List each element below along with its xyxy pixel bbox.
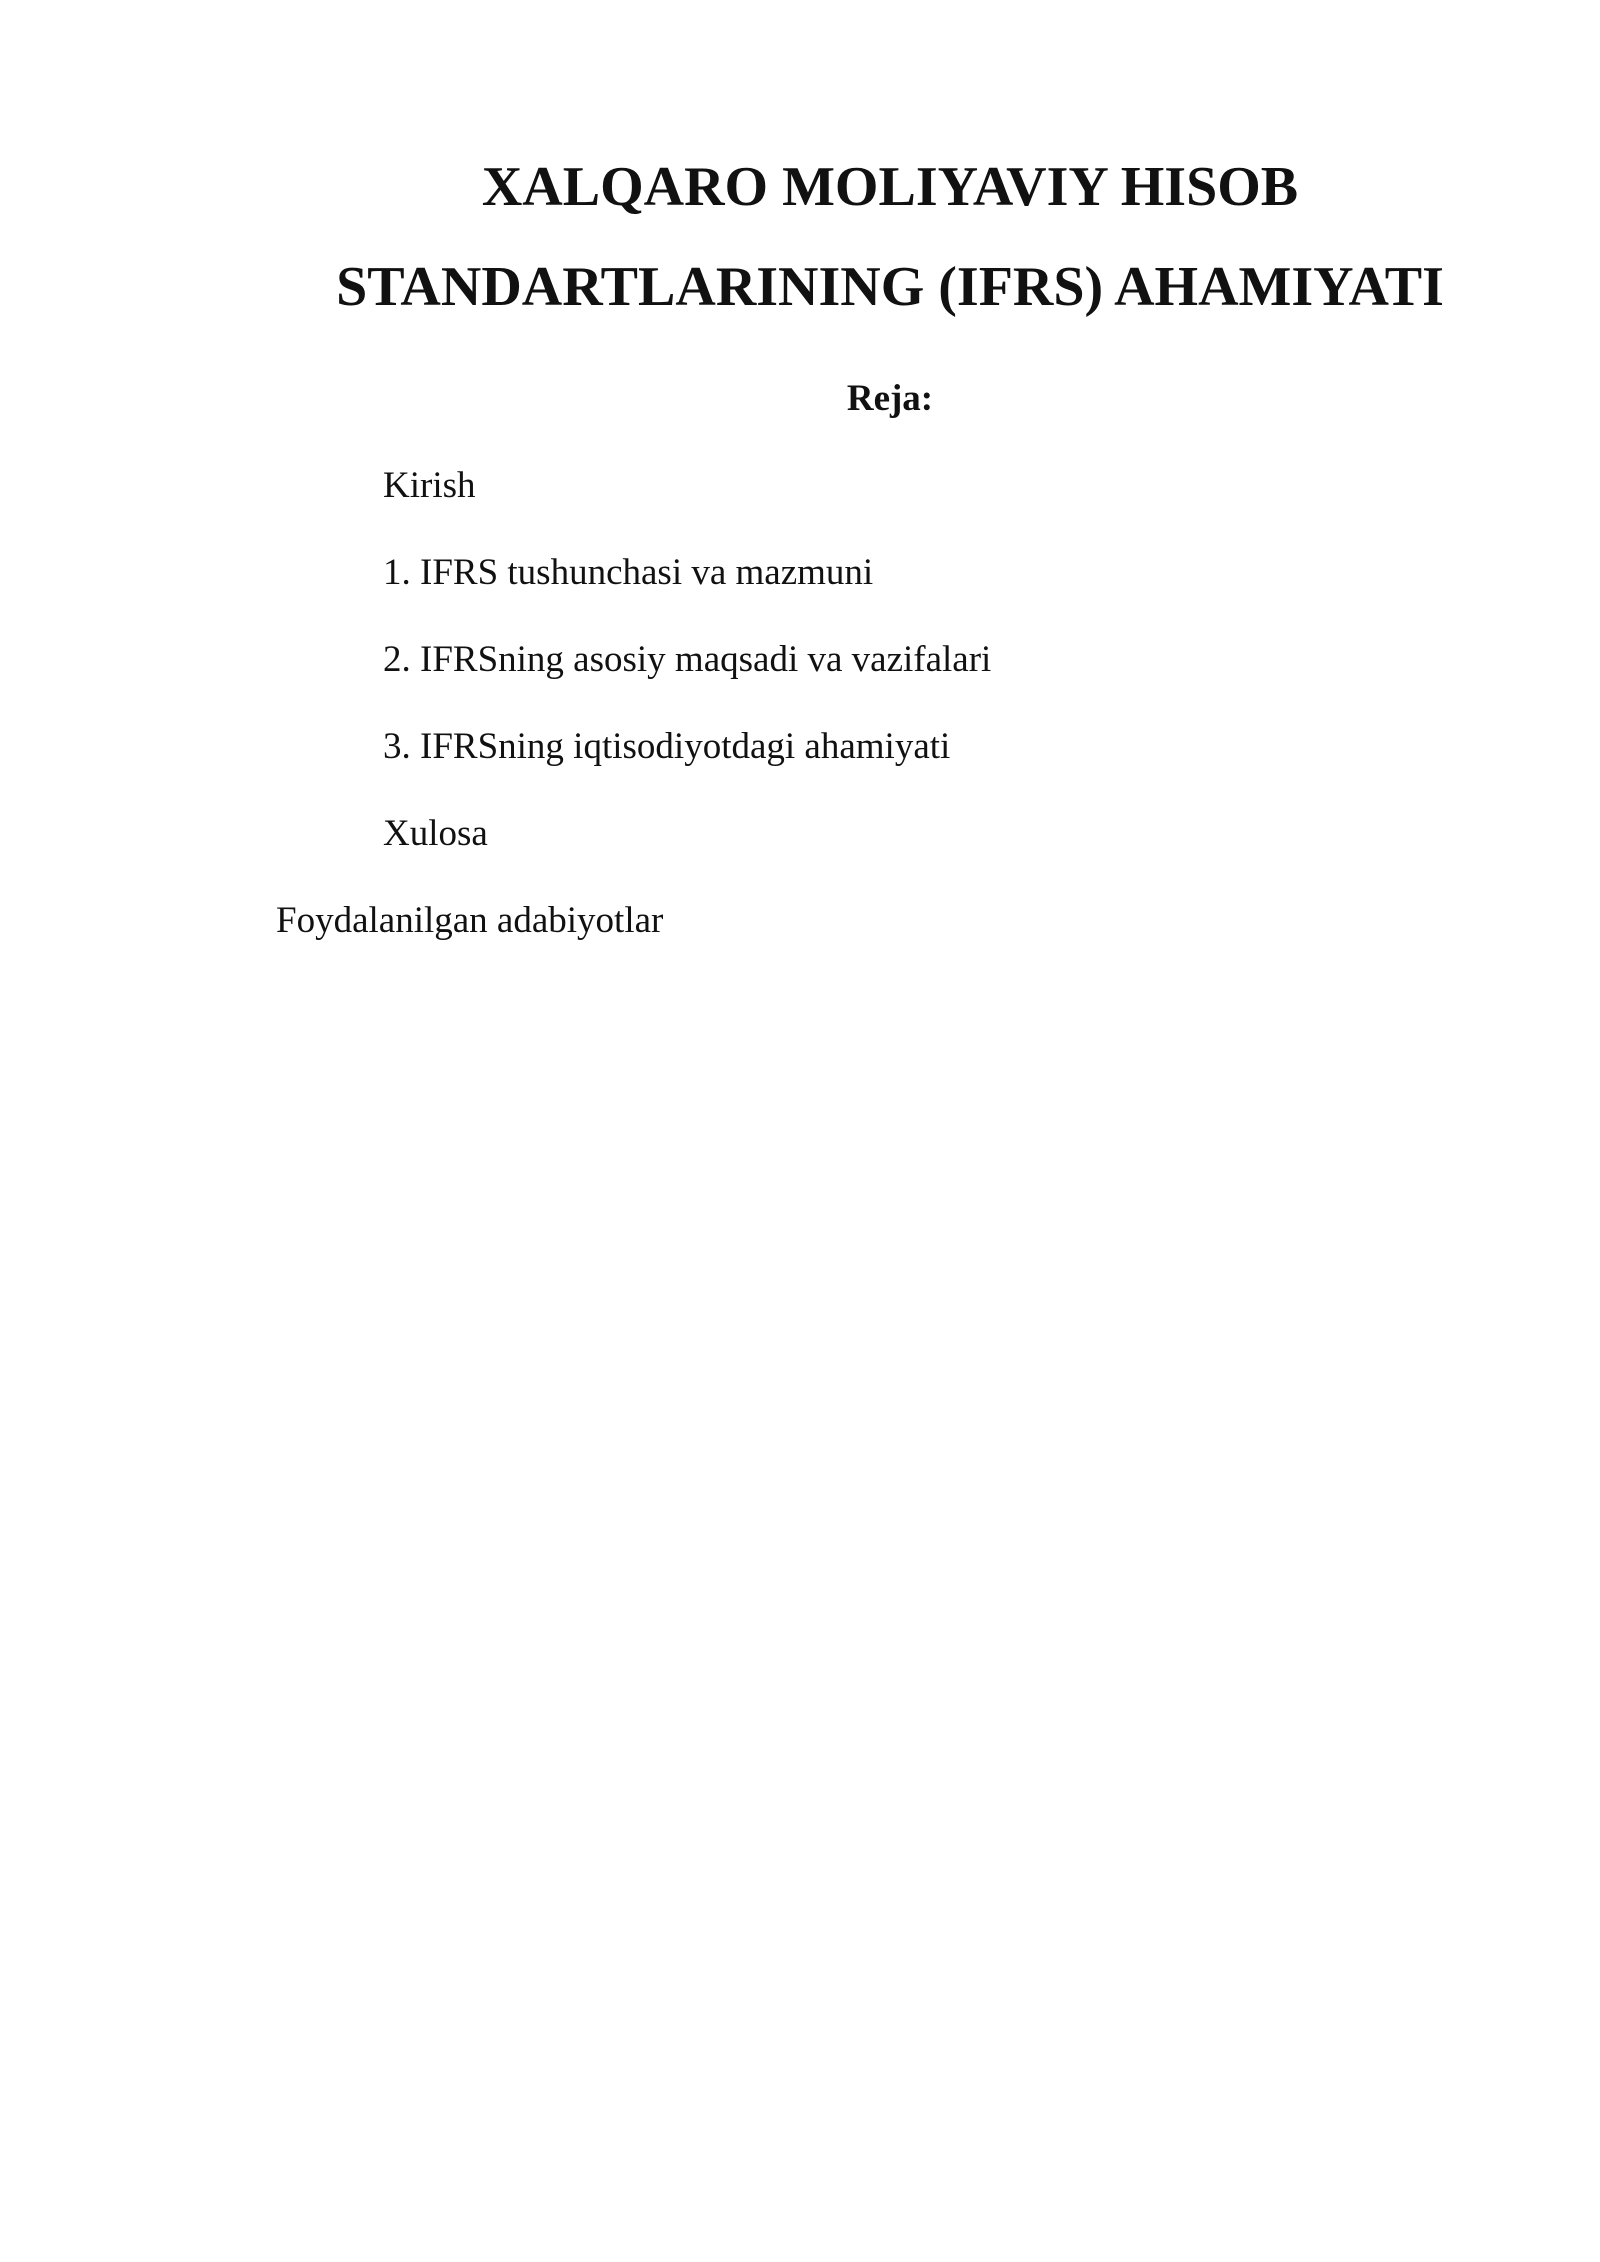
plan-item-introduction: Kirish — [383, 465, 476, 506]
plan-item-2: 2. IFRSning asosiy maqsadi va vazifalari — [383, 639, 992, 680]
plan-item-3: 3. IFRSning iqtisodiyotdagi ahamiyati — [383, 726, 951, 767]
document-title-line-1: XALQARO MOLIYAVIY HISOB — [481, 156, 1299, 218]
plan-item-1: 1. IFRS tushunchasi va mazmuni — [383, 552, 874, 593]
document-title-line-2: STANDARTLARINING (IFRS) AHAMIYATI — [336, 256, 1444, 318]
plan-heading: Reja: — [846, 378, 934, 419]
references-item: Foydalanilgan adabiyotlar — [276, 900, 664, 941]
plan-item-conclusion: Xulosa — [383, 813, 488, 854]
